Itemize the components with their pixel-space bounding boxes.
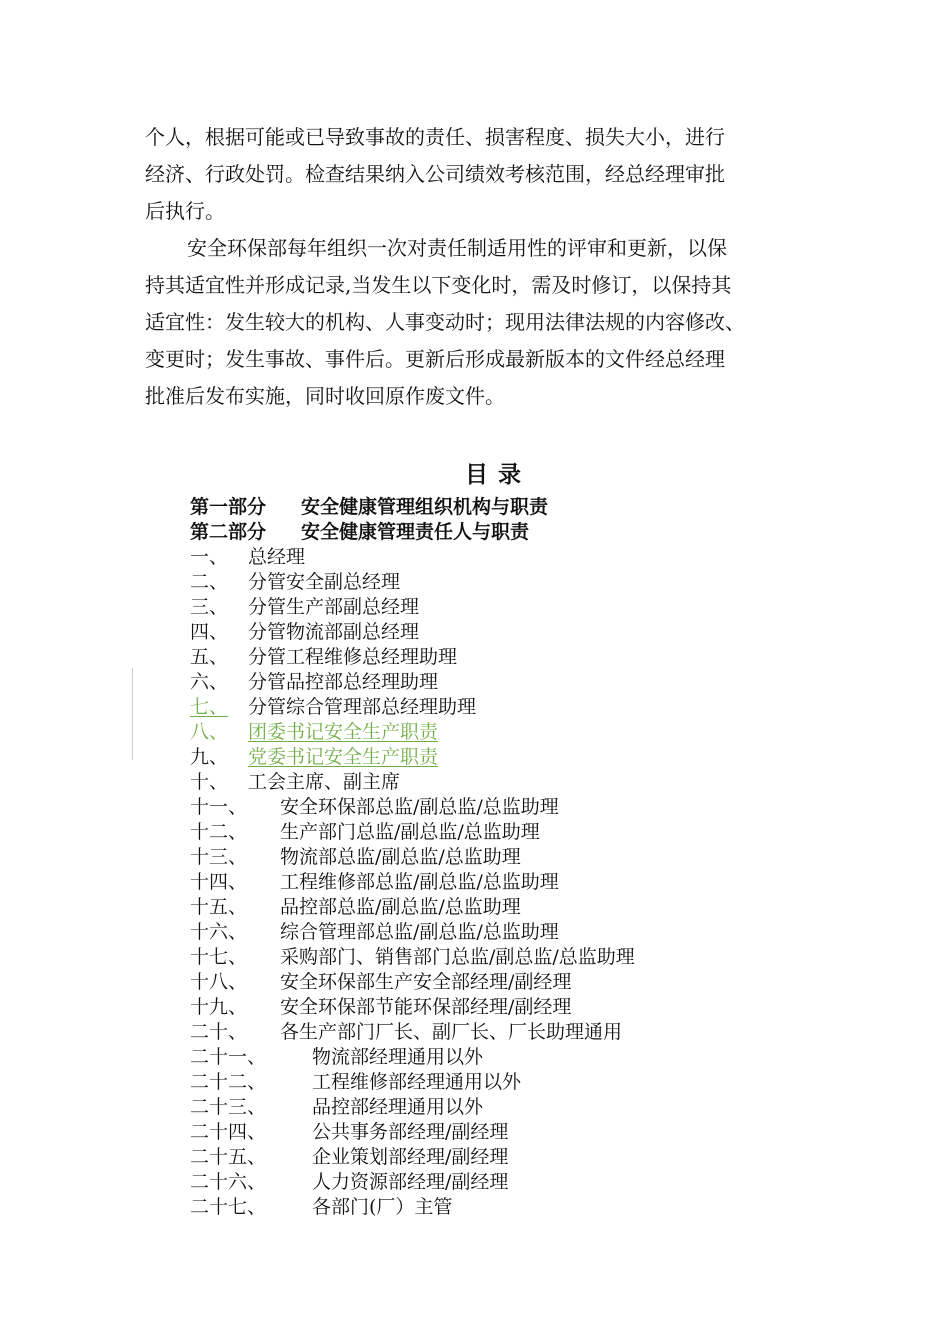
toc-item[interactable] (190, 1045, 483, 1069)
toc-item-title: 分管品控部总经理助理 (248, 671, 439, 693)
toc-item-number: 十四、 (190, 871, 248, 893)
toc-item-number: 二十七、 (190, 1196, 267, 1218)
toc-item-title-link[interactable]: 党委书记安全生产职责 (248, 746, 439, 768)
toc-item[interactable] (190, 620, 419, 644)
toc-item-number: 一、 (190, 546, 229, 568)
toc-item-title: 分管安全副总经理 (248, 571, 401, 593)
paragraph-line: 安全环保部每年组织一次对责任制适用性的评审和更新，以保 (187, 236, 727, 260)
toc-item[interactable] (190, 945, 635, 969)
toc-item[interactable] (190, 1120, 508, 1144)
toc-item-title: 总经理 (248, 546, 306, 568)
toc-item-title: 采购部门、销售部门总监/副总监/总监助理 (280, 946, 635, 968)
toc-item[interactable] (190, 1195, 452, 1219)
toc-item[interactable] (190, 870, 559, 894)
toc-item-title: 分管物流部副总经理 (248, 621, 420, 643)
paragraph-line: 变更时；发生事故、事件后。更新后形成最新版本的文件经总经理 (145, 347, 725, 371)
toc-item-title: 品控部总监/副总监/总监助理 (280, 896, 521, 918)
toc-item[interactable] (190, 695, 476, 719)
toc-item-number: 十三、 (190, 846, 248, 868)
toc-part[interactable] (190, 495, 548, 519)
toc-item-number: 四、 (190, 621, 229, 643)
paragraph-line: 批准后发布实施，同时收回原作废文件。 (145, 384, 505, 408)
toc-item-number: 二十三、 (190, 1096, 267, 1118)
toc-item-number: 八、 (190, 721, 229, 743)
toc-item[interactable] (190, 1095, 483, 1119)
toc-item-title: 安全环保部生产安全部经理/副经理 (280, 971, 572, 993)
toc-item-number: 十、 (190, 771, 229, 793)
toc-item-number: 六、 (190, 671, 229, 693)
toc-item-title: 品控部经理通用以外 (312, 1096, 484, 1118)
toc-item-title: 工会主席、副主席 (248, 771, 401, 793)
toc-item-title: 安全环保部节能环保部经理/副经理 (280, 996, 572, 1018)
toc-item[interactable] (190, 595, 419, 619)
toc-item-number: 二、 (190, 571, 229, 593)
toc-item-title: 人力资源部经理/副经理 (312, 1171, 509, 1193)
toc-item-number-link[interactable]: 七、 (190, 696, 229, 718)
toc-item-title: 工程维修部总监/副总监/总监助理 (280, 871, 559, 893)
toc-item-number: 二十四、 (190, 1121, 267, 1143)
toc-item-number: 三、 (190, 596, 229, 618)
toc-item[interactable] (190, 770, 400, 794)
toc-item-number: 十八、 (190, 971, 248, 993)
toc-title: 目录 (465, 461, 531, 488)
toc-item-title: 工程维修部经理通用以外 (312, 1071, 522, 1093)
paragraph-line: 后执行。 (145, 199, 225, 223)
toc-part-label: 第一部分 (190, 496, 267, 518)
toc-item-number: 五、 (190, 646, 229, 668)
toc-item-number: 九、 (190, 746, 229, 768)
toc-item[interactable] (190, 1020, 622, 1044)
toc-item-title: 生产部门总监/副总监/总监助理 (280, 821, 540, 843)
toc-item[interactable] (190, 745, 438, 769)
toc-item-number: 二十、 (190, 1021, 248, 1043)
toc-item-number: 十二、 (190, 821, 248, 843)
paragraph-line: 持其适宜性并形成记录,当发生以下变化时，需及时修订，以保持其 (145, 273, 732, 297)
toc-item[interactable] (190, 1170, 508, 1194)
paragraph-line: 适宜性：发生较大的机构、人事变动时；现用法律法规的内容修改、 (145, 310, 745, 334)
toc-item-title: 综合管理部总监/副总监/总监助理 (280, 921, 559, 943)
paragraph-line: 个人，根据可能或已导致事故的责任、损害程度、损失大小，进行 (145, 125, 725, 149)
toc-item[interactable] (190, 895, 521, 919)
toc-item-link[interactable] (190, 720, 438, 744)
toc-item[interactable] (190, 545, 305, 569)
toc-item-number: 十六、 (190, 921, 248, 943)
toc-item[interactable] (190, 645, 457, 669)
toc-part[interactable] (190, 520, 529, 544)
toc-item[interactable] (190, 795, 559, 819)
toc-item[interactable] (190, 845, 521, 869)
paragraph-line: 经济、行政处罚。检查结果纳入公司绩效考核范围，经总经理审批 (145, 162, 725, 186)
revision-bar (132, 668, 133, 760)
toc-item[interactable] (190, 920, 559, 944)
toc-item-title: 物流部经理通用以外 (312, 1046, 484, 1068)
toc-item[interactable] (190, 970, 571, 994)
toc-item[interactable] (190, 1145, 508, 1169)
toc-item-number: 二十一、 (190, 1046, 267, 1068)
toc-item[interactable] (190, 670, 438, 694)
toc-item-title: 物流部总监/副总监/总监助理 (280, 846, 521, 868)
toc-item[interactable] (190, 570, 400, 594)
toc-item-number: 二十二、 (190, 1071, 267, 1093)
toc-part-label: 第二部分 (190, 521, 267, 543)
toc-item[interactable] (190, 1070, 521, 1094)
toc-item-title: 分管工程维修总经理助理 (248, 646, 458, 668)
toc-item[interactable] (190, 995, 571, 1019)
toc-item-number: 二十六、 (190, 1171, 267, 1193)
toc-item-title: 公共事务部经理/副经理 (312, 1121, 509, 1143)
toc-item-title: 各部门(厂）主管 (312, 1196, 453, 1218)
toc-item-title: 分管综合管理部总经理助理 (248, 696, 477, 718)
toc-item-number: 十一、 (190, 796, 248, 818)
toc-item-title: 企业策划部经理/副经理 (312, 1146, 509, 1168)
toc-item-number: 二十五、 (190, 1146, 267, 1168)
toc-item-number: 十七、 (190, 946, 248, 968)
toc-item-title: 分管生产部副总经理 (248, 596, 420, 618)
toc-item[interactable] (190, 820, 540, 844)
toc-part-title: 安全健康管理责任人与职责 (301, 521, 530, 543)
toc-item-title: 团委书记安全生产职责 (248, 721, 439, 743)
toc-part-title: 安全健康管理组织机构与职责 (301, 496, 549, 518)
toc-item-title: 安全环保部总监/副总监/总监助理 (280, 796, 559, 818)
toc-item-number: 十五、 (190, 896, 248, 918)
toc-item-number: 十九、 (190, 996, 248, 1018)
toc-item-title: 各生产部门厂长、副厂长、厂长助理通用 (280, 1021, 623, 1043)
